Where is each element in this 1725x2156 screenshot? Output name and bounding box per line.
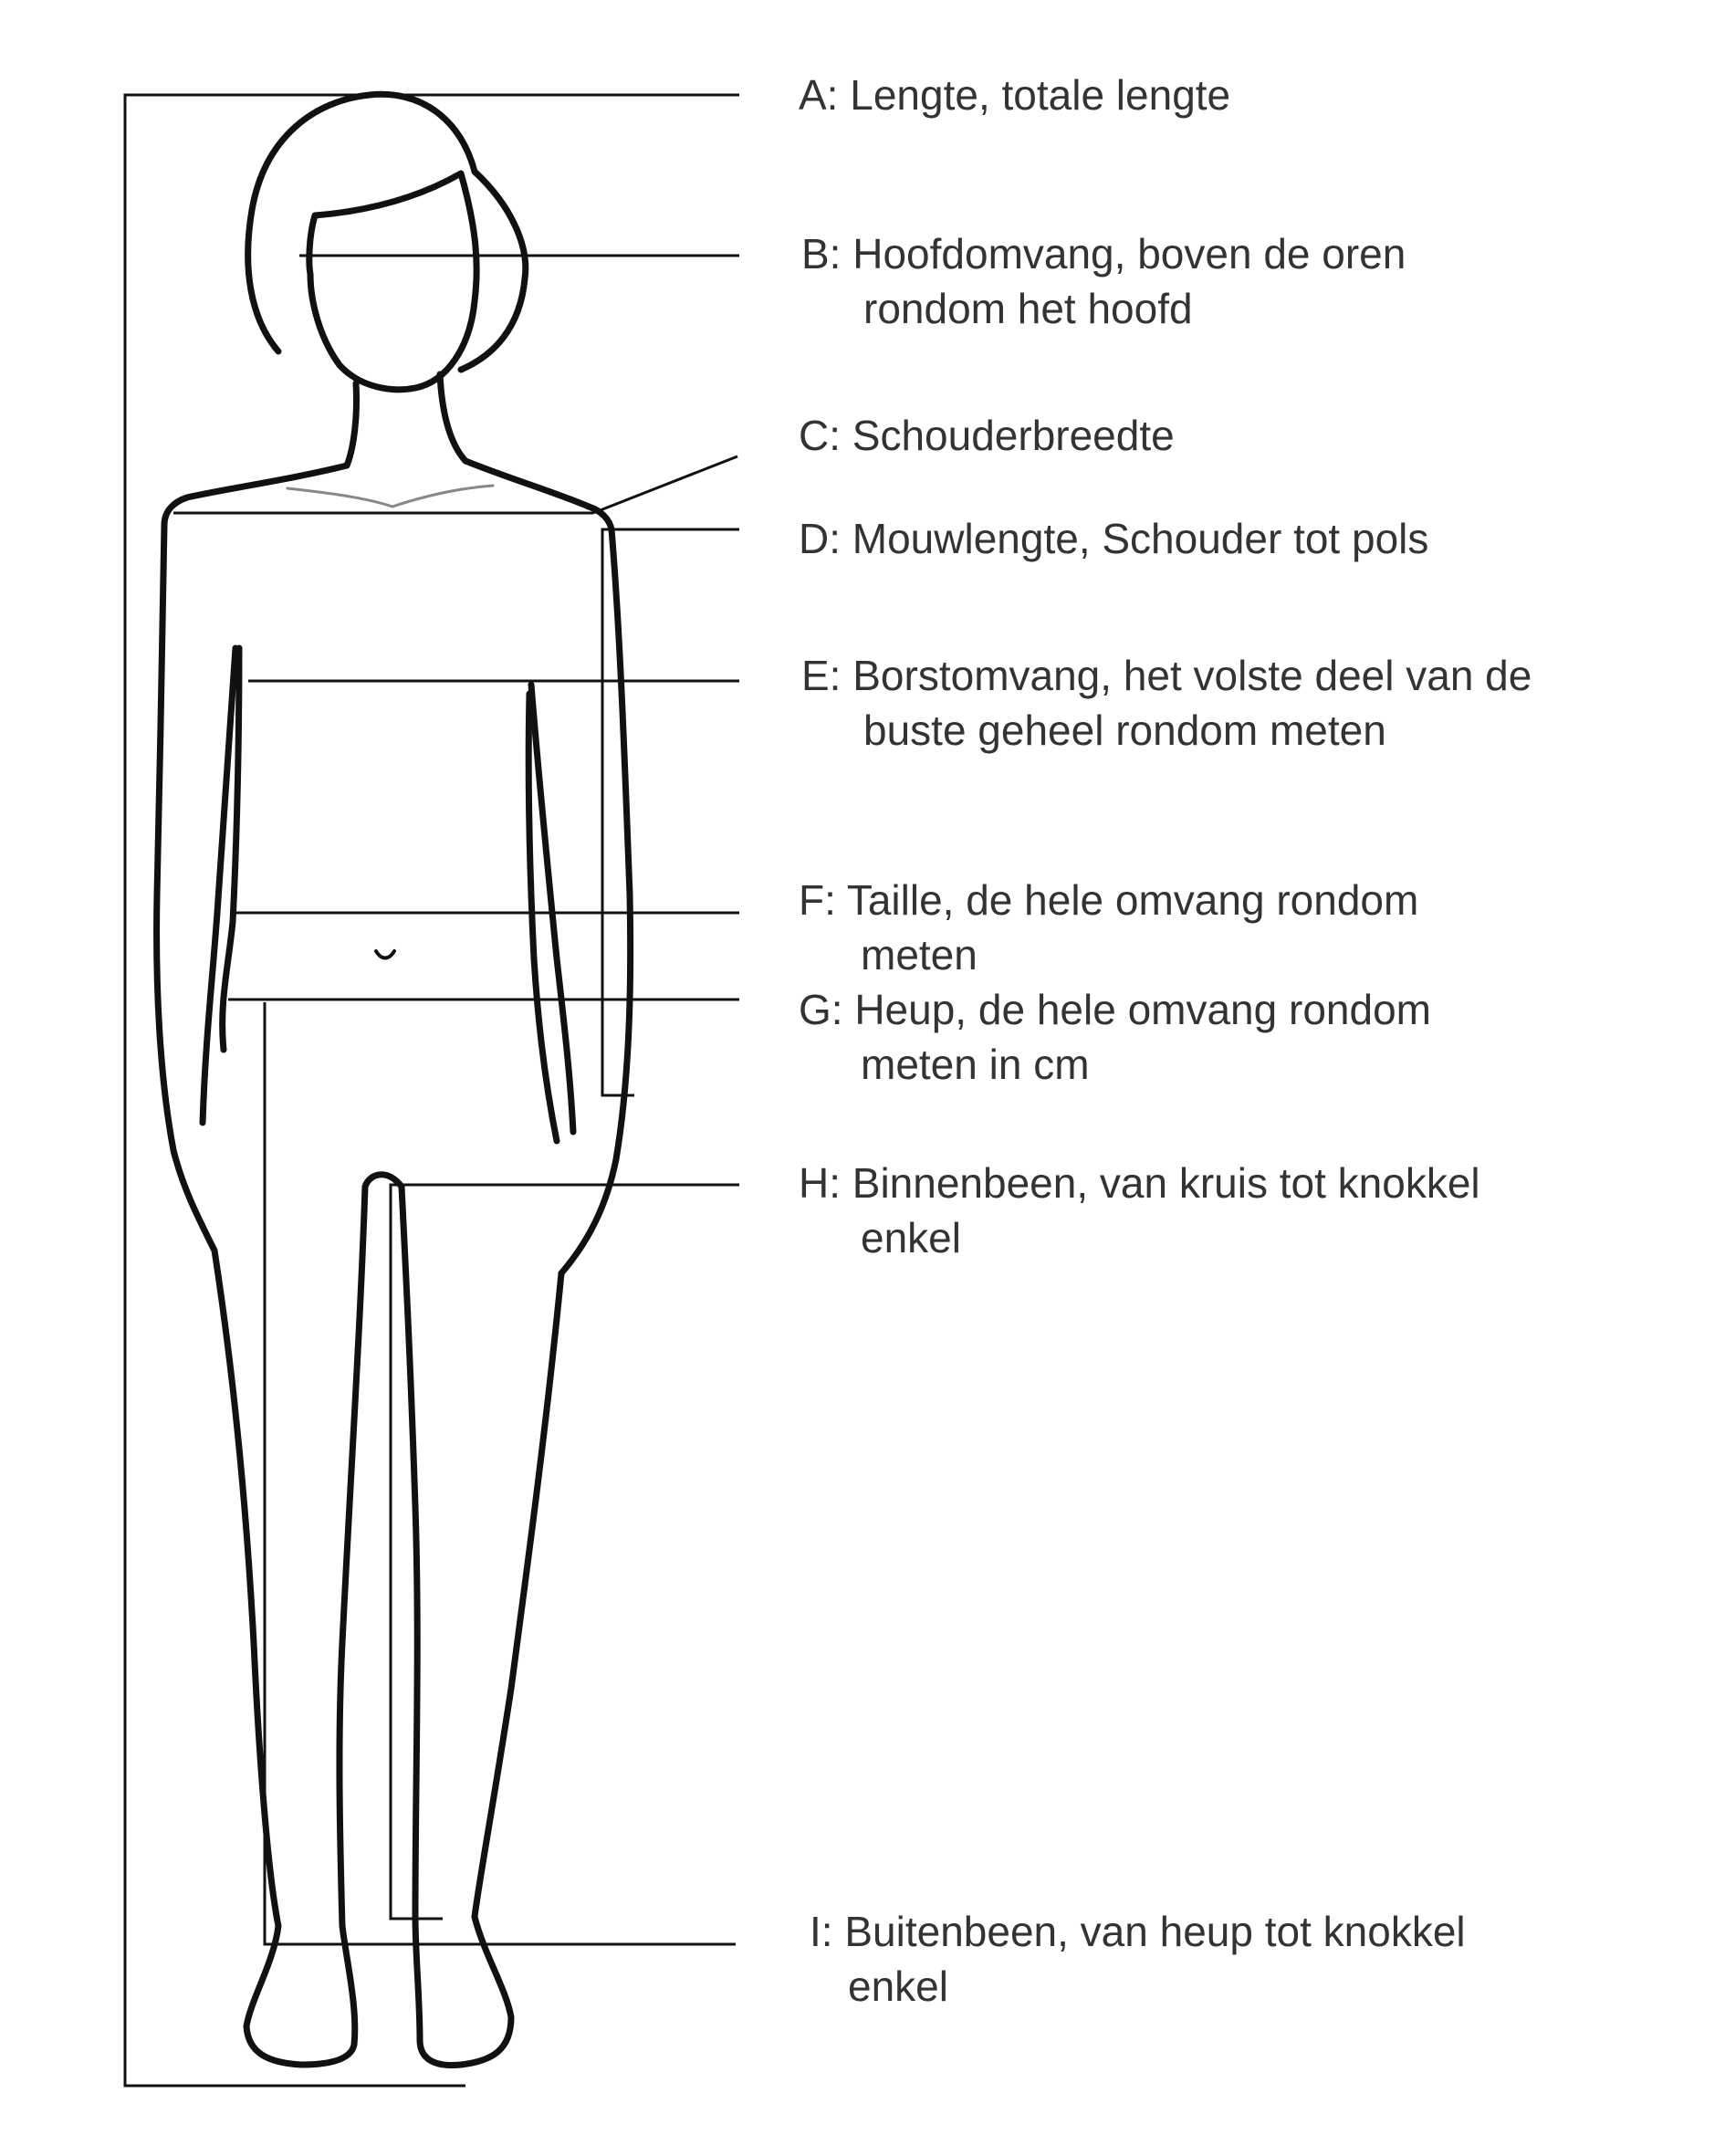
label-h-line1: H: Binnenbeen, van kruis tot knokkel xyxy=(799,1159,1480,1207)
label-b-line1: B: Hoofdomvang, boven de oren xyxy=(801,230,1406,277)
label-g-line2: meten in cm xyxy=(861,1041,1090,1088)
left-arm-outer xyxy=(157,525,214,1251)
label-h xyxy=(799,1156,1480,1265)
left-arm-inner xyxy=(203,648,235,1123)
hair-outline xyxy=(248,94,475,351)
label-d-line1: D: Mouwlengte, Schouder tot pols xyxy=(799,515,1429,562)
navel xyxy=(376,951,394,958)
measurement-lines xyxy=(125,95,739,2086)
label-h-line2: enkel xyxy=(861,1214,961,1261)
label-e-line1: E: Borstomvang, het volste deel van de xyxy=(801,652,1532,699)
label-b xyxy=(801,226,1406,336)
label-b-line2: rondom het hoofd xyxy=(863,285,1193,332)
label-g xyxy=(799,982,1431,1092)
label-c-line1: C: Schouderbreedte xyxy=(799,412,1175,459)
measure-line-d xyxy=(602,529,739,1095)
neck-right xyxy=(440,374,465,461)
right-leg-outer xyxy=(415,1273,561,2066)
label-d xyxy=(799,511,1428,566)
label-g-line1: G: Heup, de hele omvang rondom xyxy=(799,986,1431,1033)
left-leg-outer xyxy=(214,1251,355,2065)
neck-left xyxy=(347,383,357,466)
shoulder-right xyxy=(465,461,612,529)
right-arm-inner xyxy=(531,685,573,1132)
label-f xyxy=(799,873,1418,982)
label-e-line2: buste geheel rondom meten xyxy=(863,706,1386,754)
measure-line-c-leader xyxy=(593,456,737,513)
label-c xyxy=(799,408,1175,463)
label-f-line1: F: Taille, de hele omvang rondom xyxy=(799,876,1419,924)
label-e xyxy=(801,648,1532,758)
face-outline xyxy=(309,173,476,390)
measure-line-a xyxy=(125,95,739,2086)
left-leg-inner xyxy=(340,1187,365,1926)
collarbone xyxy=(288,486,493,507)
shoulder-left xyxy=(164,466,347,525)
label-a-line1: A: Lengte, totale lengte xyxy=(799,71,1231,119)
right-leg-inner xyxy=(402,1187,417,1917)
label-i-line2: enkel xyxy=(848,1962,948,2010)
right-arm-outer xyxy=(561,529,631,1273)
label-f-line2: meten xyxy=(861,931,978,979)
label-i-line1: I: Buitenbeen, van heup tot knokkel xyxy=(810,1908,1466,1955)
label-i xyxy=(810,1904,1466,2014)
label-a xyxy=(799,68,1230,122)
measure-line-h xyxy=(391,1185,739,1919)
measure-line-i xyxy=(265,1002,736,1944)
body-figure-outline xyxy=(157,94,631,2065)
